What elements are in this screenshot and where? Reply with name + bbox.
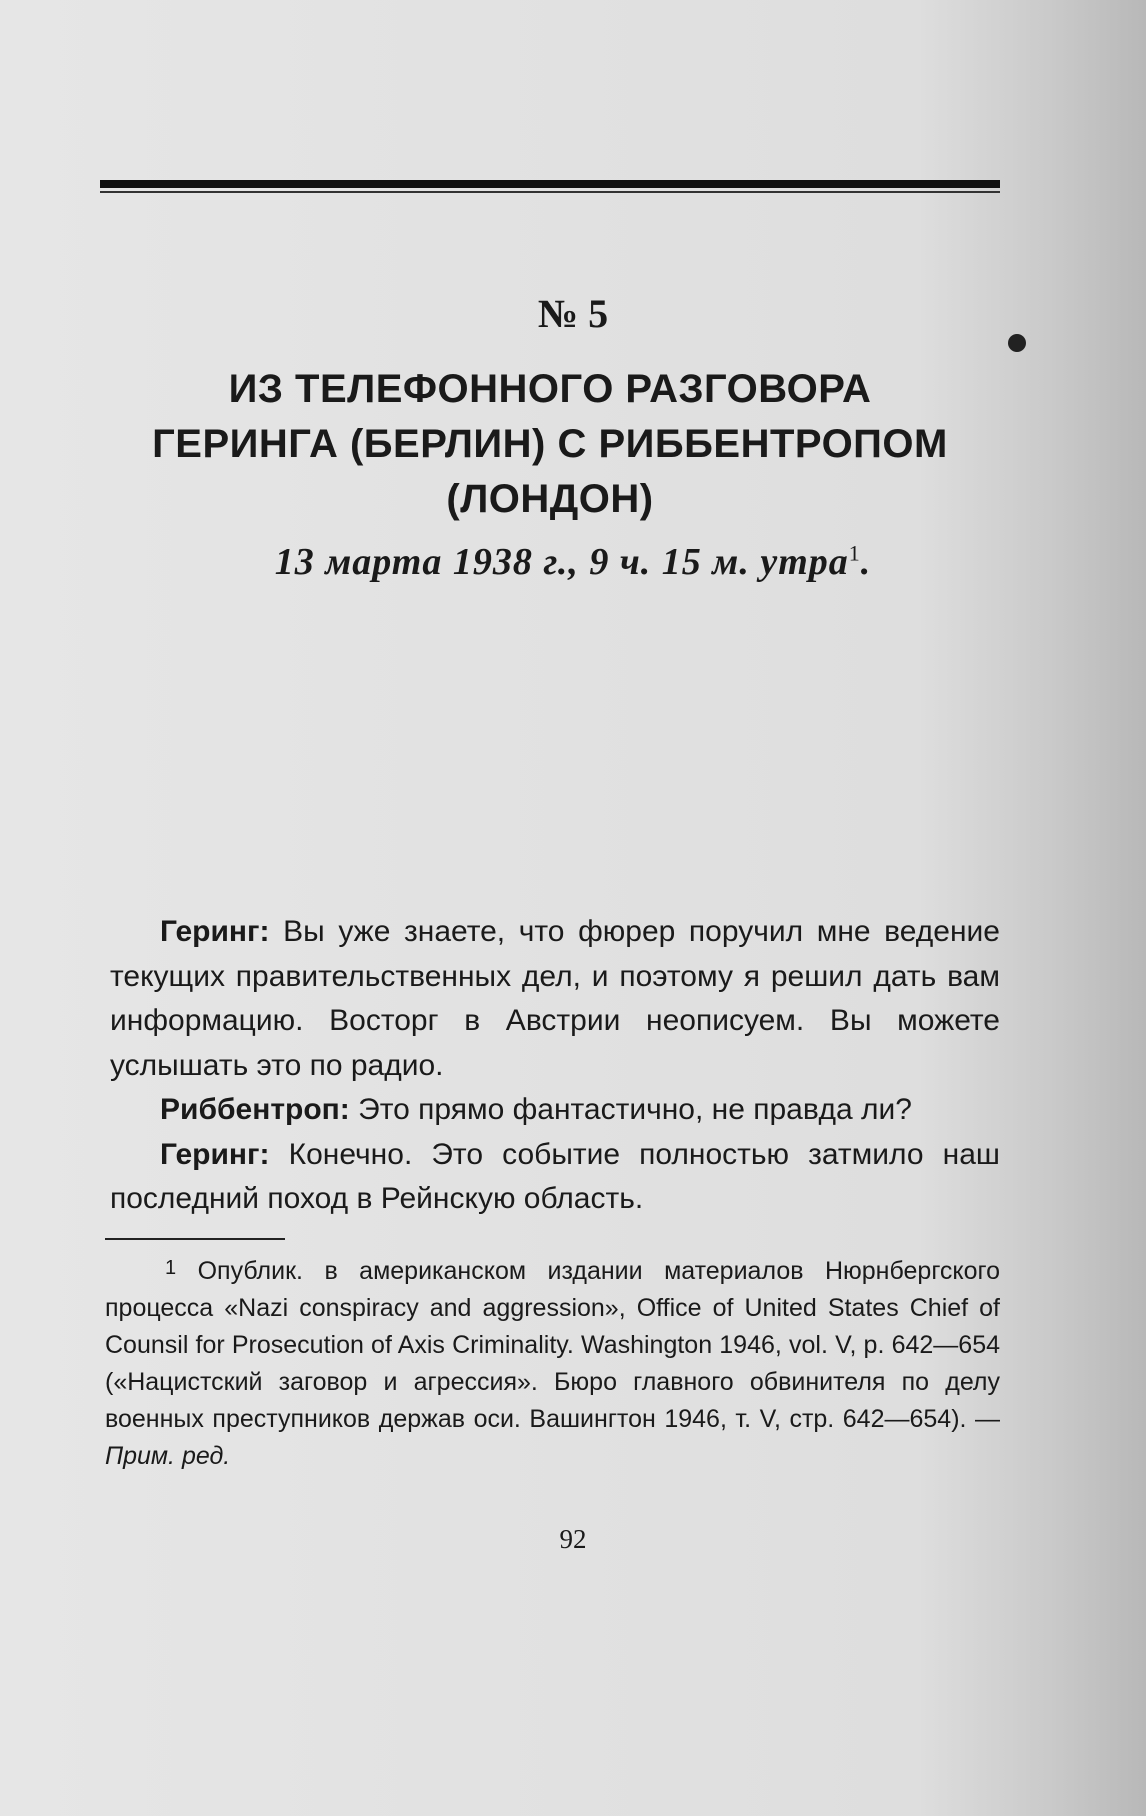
paragraph-text: Вы уже знаете, что фюрер поручил мне ведение текущих правительственных дел, и поэтому я решил дать вам информацию. Восторг в Австрии неописуем. Вы можете услышать это по радио. xyxy=(110,915,1000,1082)
footnote-editor-note: Прим. ред. xyxy=(105,1442,231,1470)
paragraph-text: Конечно. Это событие полностью затмило наш последний поход в Рейнскую область. xyxy=(110,1137,1000,1215)
speaker-label: Геринг: xyxy=(160,1137,270,1171)
page-number: 92 xyxy=(559,1524,587,1554)
headline-line-2: ГЕРИНГА (БЕРЛИН) С РИББЕНТРОПОМ xyxy=(152,422,948,466)
dateline-footnote-ref: 1 xyxy=(848,540,861,566)
speaker-label: Риббентроп: xyxy=(160,1093,350,1126)
transcript-body xyxy=(110,910,1000,1222)
speaker-label: Геринг: xyxy=(160,915,270,948)
dateline: 13 марта 1938 г., 9 ч. 15 м. утра$^1$. xyxy=(274,540,872,583)
paragraph-text: Это прямо фантастично, не правда ли? xyxy=(358,1093,912,1126)
dateline-text: 13 марта 1938 г., 9 ч. 15 м. утра xyxy=(274,541,849,583)
document-number: № 5 xyxy=(537,291,609,336)
headline-line-3: (ЛОНДОН) xyxy=(446,477,654,521)
footnote-separator xyxy=(105,1238,285,1240)
footnote-mark: 1 xyxy=(165,1257,177,1279)
header-rule-thick xyxy=(100,180,1000,188)
transcript-paragraph xyxy=(110,1133,1000,1222)
footnote xyxy=(105,1250,1000,1475)
transcript-paragraph xyxy=(110,910,1000,1088)
footnote-text: Опублик. в американском издании материалов Нюрнбергского процесса «Nazi conspiracy and aggression», Office of United States Chief of Counsil for Prosecution of Axis Criminality. Washington 1946, vol. V, p. 642—654 («Нацистский заговор и агрессия». Бюро главного обвинителя по делу военных преступников держав оси. Вашингтон 1946, т. V, стр. 642—654). — xyxy=(105,1257,1000,1433)
transcript-paragraph xyxy=(110,1088,1000,1133)
document-headline xyxy=(100,362,1000,527)
binding-hole-mark xyxy=(1008,334,1026,352)
headline-line-1: ИЗ ТЕЛЕФОННОГО РАЗГОВОРА xyxy=(228,367,872,411)
header-rule-thin xyxy=(100,191,1000,193)
